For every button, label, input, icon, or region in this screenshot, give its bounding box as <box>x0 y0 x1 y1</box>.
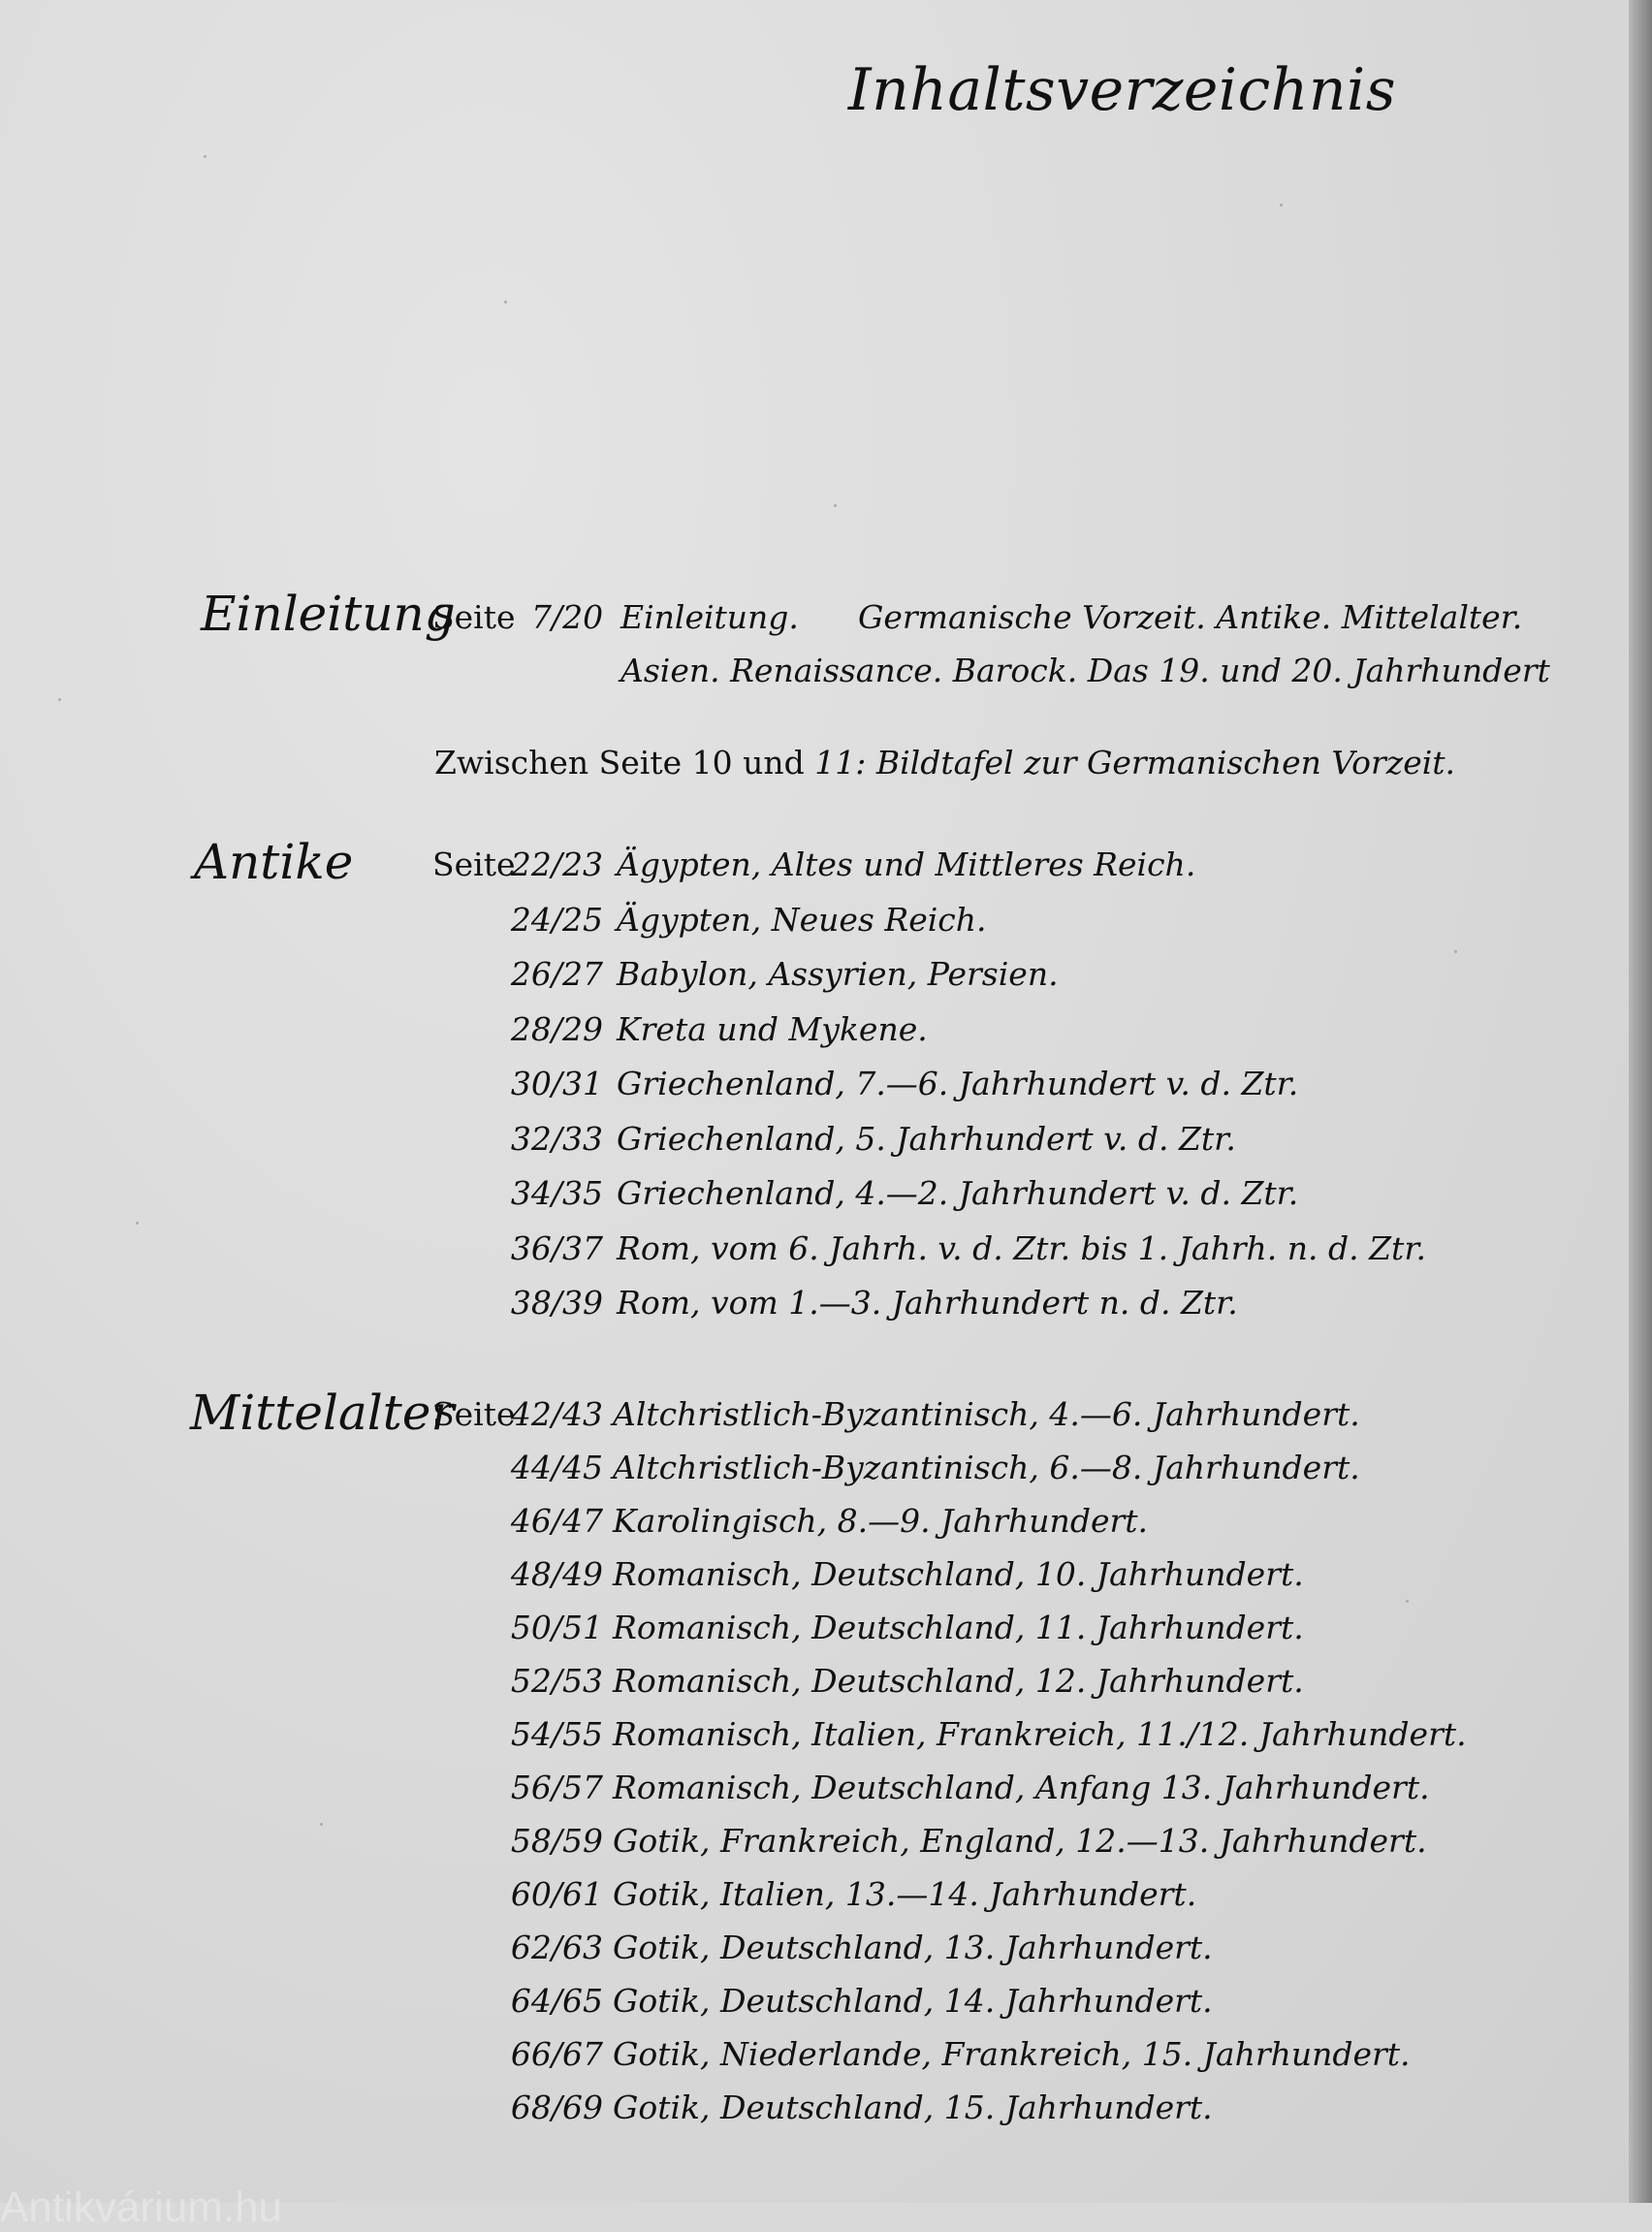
einleitung-title: Einleitung. <box>620 598 799 636</box>
entry-title: Romanisch, Deutschland, Anfang 13. Jahrhundert. <box>613 1769 1430 1806</box>
entry-title: Romanisch, Deutschland, 10. Jahrhundert. <box>613 1555 1304 1593</box>
einleitung-line <box>432 598 516 636</box>
page-title: Inhaltsverzeichnis <box>847 56 1396 124</box>
plate-note-prefix: Zwischen Seite 10 und <box>434 744 805 781</box>
plate-note <box>434 744 1456 781</box>
entry-title: Griechenland, 7.—6. Jahrhundert v. d. Ztr. <box>617 1065 1299 1102</box>
entry-pages: 26/27 <box>510 955 603 993</box>
entry-pages: 36/37 <box>510 1228 603 1267</box>
entry-title: Romanisch, Deutschland, 12. Jahrhundert. <box>613 1662 1304 1700</box>
entry-pages: 68/69 <box>510 2089 603 2126</box>
section-label-einleitung: Einleitung <box>201 586 456 642</box>
einleitung-topics-1: Germanische Vorzeit. Antike. Mittelalter. <box>858 598 1523 636</box>
entry-pages: 32/33 <box>510 1119 603 1158</box>
entry-pages: 46/47 <box>510 1502 603 1540</box>
entry-pages: 24/25 <box>510 900 603 939</box>
paper-speck <box>834 504 837 507</box>
plate-note-text: : Bildtafel zur Germanischen Vorzeit. <box>855 744 1456 781</box>
mittelalter-seite-label: Seite <box>432 1395 516 1433</box>
einleitung-topics-2: Asien. Renaissance. Barock. Das 19. und 20. Jahrhundert <box>620 652 1550 689</box>
paper-speck <box>204 155 206 158</box>
einleitung-pages: 7/20 <box>531 598 604 636</box>
entry-pages: 30/31 <box>510 1065 603 1102</box>
entry-title: Gotik, Deutschland, 15. Jahrhundert. <box>613 2089 1213 2126</box>
entry-title: Gotik, Deutschland, 13. Jahrhundert. <box>613 1929 1213 1966</box>
entry-pages: 60/61 <box>510 1875 603 1913</box>
paper-speck <box>136 1222 139 1225</box>
paper-speck <box>504 301 507 303</box>
entry-title: Rom, vom 6. Jahrh. v. d. Ztr. bis 1. Jahrh. n. d. Ztr. <box>617 1228 1426 1267</box>
entry-title: Gotik, Deutschland, 14. Jahrhundert. <box>613 1982 1213 2020</box>
entry-title: Karolingisch, 8.—9. Jahrhundert. <box>613 1502 1148 1540</box>
section-label-antike: Antike <box>194 834 354 890</box>
entry-title: Griechenland, 5. Jahrhundert v. d. Ztr. <box>617 1119 1236 1158</box>
entry-pages: 34/35 <box>510 1174 603 1212</box>
entry-pages: 62/63 <box>510 1929 603 1966</box>
entry-pages: 44/45 <box>510 1449 603 1486</box>
paper-speck <box>1406 1600 1409 1603</box>
entry-title: Romanisch, Italien, Frankreich, 11./12. Jahrhundert. <box>613 1715 1467 1753</box>
entry-title: Romanisch, Deutschland, 11. Jahrhundert. <box>613 1609 1304 1646</box>
paper-speck <box>58 698 61 701</box>
entry-pages: 66/67 <box>510 2035 603 2073</box>
entry-title: Babylon, Assyrien, Persien. <box>617 955 1059 993</box>
entry-pages: 58/59 <box>510 1822 603 1860</box>
entry-pages: 38/39 <box>510 1284 603 1322</box>
entry-pages: 42/43 <box>510 1395 603 1433</box>
entry-title: Kreta und Mykene. <box>617 1009 928 1048</box>
entry-pages: 48/49 <box>510 1555 603 1593</box>
entry-title: Gotik, Niederlande, Frankreich, 15. Jahrhundert. <box>613 2035 1411 2073</box>
entry-title: Gotik, Italien, 13.—14. Jahrhundert. <box>613 1875 1197 1913</box>
paper-speck <box>1454 950 1457 953</box>
entry-title: Altchristlich-Byzantinisch, 4.—6. Jahrhundert. <box>613 1395 1360 1433</box>
entry-pages: 52/53 <box>510 1662 603 1700</box>
entry-pages: 64/65 <box>510 1982 603 2020</box>
seite-label: Seite <box>432 598 516 636</box>
watermark-text: Antikvárium.hu <box>0 2184 283 2231</box>
section-label-mittelalter: Mittelalter <box>190 1385 455 1441</box>
entry-title: Ägypten, Neues Reich. <box>617 900 987 939</box>
entry-title: Rom, vom 1.—3. Jahrhundert n. d. Ztr. <box>617 1284 1238 1322</box>
entry-title: Ägypten, Altes und Mittleres Reich. <box>617 845 1196 883</box>
entry-pages: 28/29 <box>510 1009 603 1048</box>
paper-speck <box>1280 204 1283 207</box>
antike-seite-label: Seite <box>432 845 516 883</box>
entry-title: Griechenland, 4.—2. Jahrhundert v. d. Ztr. <box>617 1174 1299 1212</box>
entry-title: Altchristlich-Byzantinisch, 6.—8. Jahrhundert. <box>613 1449 1360 1486</box>
entry-pages: 22/23 <box>510 845 603 883</box>
page-edge-shadow <box>1629 0 1652 2203</box>
entry-pages: 50/51 <box>510 1609 603 1646</box>
paper-speck <box>320 1823 323 1826</box>
entry-pages: 54/55 <box>510 1715 603 1753</box>
entry-title: Gotik, Frankreich, England, 12.—13. Jahrhundert. <box>613 1822 1427 1860</box>
plate-note-number: 11 <box>814 744 856 781</box>
entry-pages: 56/57 <box>510 1769 603 1806</box>
